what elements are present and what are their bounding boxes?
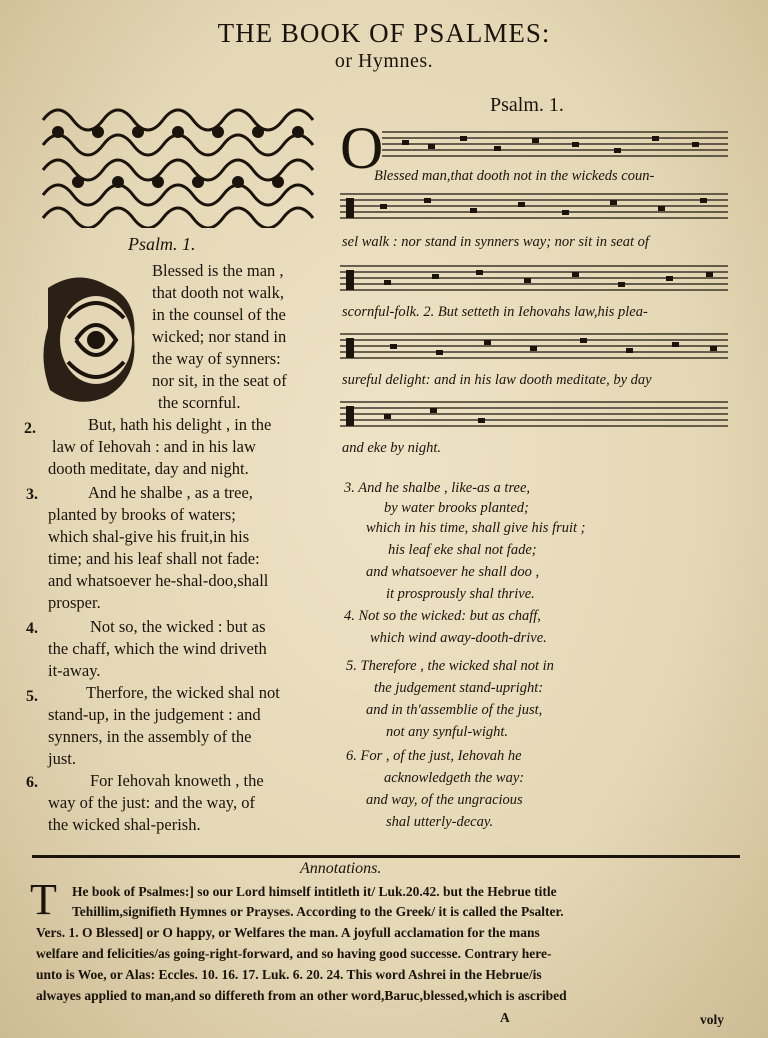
right-verse-line: 6. For , of the just, Iehovah he <box>346 748 522 764</box>
left-line: Therfore, the wicked shal not <box>86 683 280 702</box>
right-verse-line: 5. Therefore , the wicked shal not in <box>346 658 554 674</box>
verse-number: 2. <box>24 420 36 437</box>
verse-number: 6. <box>26 774 38 791</box>
annotation-line: Tehillim,signifieth Hymnes or Prayses. According to the Greek/ it is called the Psalter. <box>72 904 564 919</box>
annotation-line: He book of Psalmes:] so our Lord himself intitleth it/ Luk.20.42. but the Hebrue title <box>72 884 557 899</box>
left-line: it-away. <box>48 661 101 680</box>
divider-rule <box>32 855 740 858</box>
left-line: that dooth not walk, <box>152 283 284 302</box>
annotation-line: alwayes applied to man,and so differeth from an other word,Baruc,blessed,which is ascribed <box>36 988 567 1003</box>
decorated-initial-icon <box>38 268 150 410</box>
left-line: wicked; nor stand in <box>152 327 287 346</box>
psalm-heading-left: Psalm. 1. <box>128 234 196 254</box>
left-line: way of the just: and the way, of <box>48 793 255 812</box>
right-verse-line: the judgement stand-upright: <box>374 680 544 696</box>
lyric-line: sureful delight: and in his law dooth meditate, by day <box>342 372 652 388</box>
left-line: planted by brooks of waters; <box>48 505 236 524</box>
lyric-line: and eke by night. <box>342 440 442 456</box>
left-line: which shal-give his fruit,in his <box>48 527 250 546</box>
headpiece-ornament-icon <box>38 100 328 228</box>
annotation-line: welfare and felicities/as going-right-forward, and so having good successe. Contrary here- <box>36 946 552 961</box>
left-line: the way of synners: <box>152 349 281 368</box>
lyric-line: Blessed man,that dooth not in the wickeds coun- <box>374 168 655 184</box>
right-verse-line: and in th'assemblie of the just, <box>366 702 543 718</box>
annotations-heading: Annotations. <box>300 860 382 877</box>
annotation-line: unto is Woe, or Alas: Eccles. 10. 16. 17. Luk. 6. 20. 24. This word Ashrei in the Hebrue/is <box>36 967 542 982</box>
left-line: And he shalbe , as a tree, <box>88 483 253 502</box>
music-staff-3-icon <box>340 262 728 296</box>
left-line: dooth meditate, day and night. <box>48 459 249 478</box>
music-staff-1-icon <box>382 128 728 162</box>
right-verse-line: acknowledgeth the way: <box>384 770 525 786</box>
left-line: and whatsoever he-shal-doo,shall <box>48 571 269 590</box>
left-line: But, hath his delight , in the <box>88 415 272 434</box>
left-line: For Iehovah knoweth , the <box>90 771 264 790</box>
right-verse-line: by water brooks planted; <box>384 500 529 516</box>
catchword: voly <box>700 1012 725 1027</box>
left-line: the scornful. <box>158 393 241 412</box>
verse-number: 4. <box>26 620 38 637</box>
left-line: synners, in the assembly of the <box>48 727 252 746</box>
left-line: the chaff, which the wind driveth <box>48 639 267 658</box>
psalm-heading-right: Psalm. 1. <box>490 94 564 116</box>
right-verse-line: and way, of the ungracious <box>366 792 523 808</box>
right-verse-line: and whatsoever he shall doo , <box>366 564 540 580</box>
right-verse-line: 3. And he shalbe , like-as a tree, <box>344 480 531 496</box>
left-line: Blessed is the man , <box>152 261 284 280</box>
page-title: THE BOOK OF PSALMES: <box>217 18 551 48</box>
left-line: Not so, the wicked : but as <box>90 617 266 636</box>
left-line: just. <box>48 749 76 768</box>
lyric-line: sel walk : nor stand in synners way; nor sit in seat of <box>342 234 649 250</box>
right-verse-line: not any synful-wight. <box>386 724 509 740</box>
music-staff-4-icon <box>340 330 728 364</box>
page-subtitle: or Hymnes. <box>334 50 434 72</box>
right-verse-line: which in his time, shall give his fruit ; <box>366 520 586 536</box>
left-line: the wicked shal-perish. <box>48 815 201 834</box>
right-verse-line: his leaf eke shal not fade; <box>388 542 537 558</box>
catchword-letter: A <box>500 1010 510 1025</box>
right-verse-line: which wind away-dooth-drive. <box>370 630 547 646</box>
annotation-line: Vers. 1. O Blessed] or O happy, or Welfares the man. A joyfull acclamation for the mans <box>36 925 540 940</box>
initial-letter-o: O <box>340 115 384 181</box>
initial-letter-t: T <box>30 875 57 924</box>
music-staff-2-icon <box>340 190 728 224</box>
right-verse-line: shal utterly-decay. <box>386 814 494 830</box>
music-staff-5-icon <box>340 398 728 432</box>
left-line: time; and his leaf shall not fade: <box>48 549 260 568</box>
lyric-line: scornful-folk. 2. But setteth in Iehovahs law,his plea- <box>342 304 648 320</box>
left-line: in the counsel of the <box>152 305 286 324</box>
verse-number: 3. <box>26 486 38 503</box>
left-line: stand-up, in the judgement : and <box>48 705 261 724</box>
left-line: prosper. <box>48 593 101 612</box>
left-line: law of Iehovah : and in his law <box>52 437 256 456</box>
left-line: nor sit, in the seat of <box>152 371 287 390</box>
verse-number: 5. <box>26 688 38 705</box>
right-verse-line: 4. Not so the wicked: but as chaff, <box>344 608 541 624</box>
right-verse-line: it prosprously shal thrive. <box>386 586 535 602</box>
